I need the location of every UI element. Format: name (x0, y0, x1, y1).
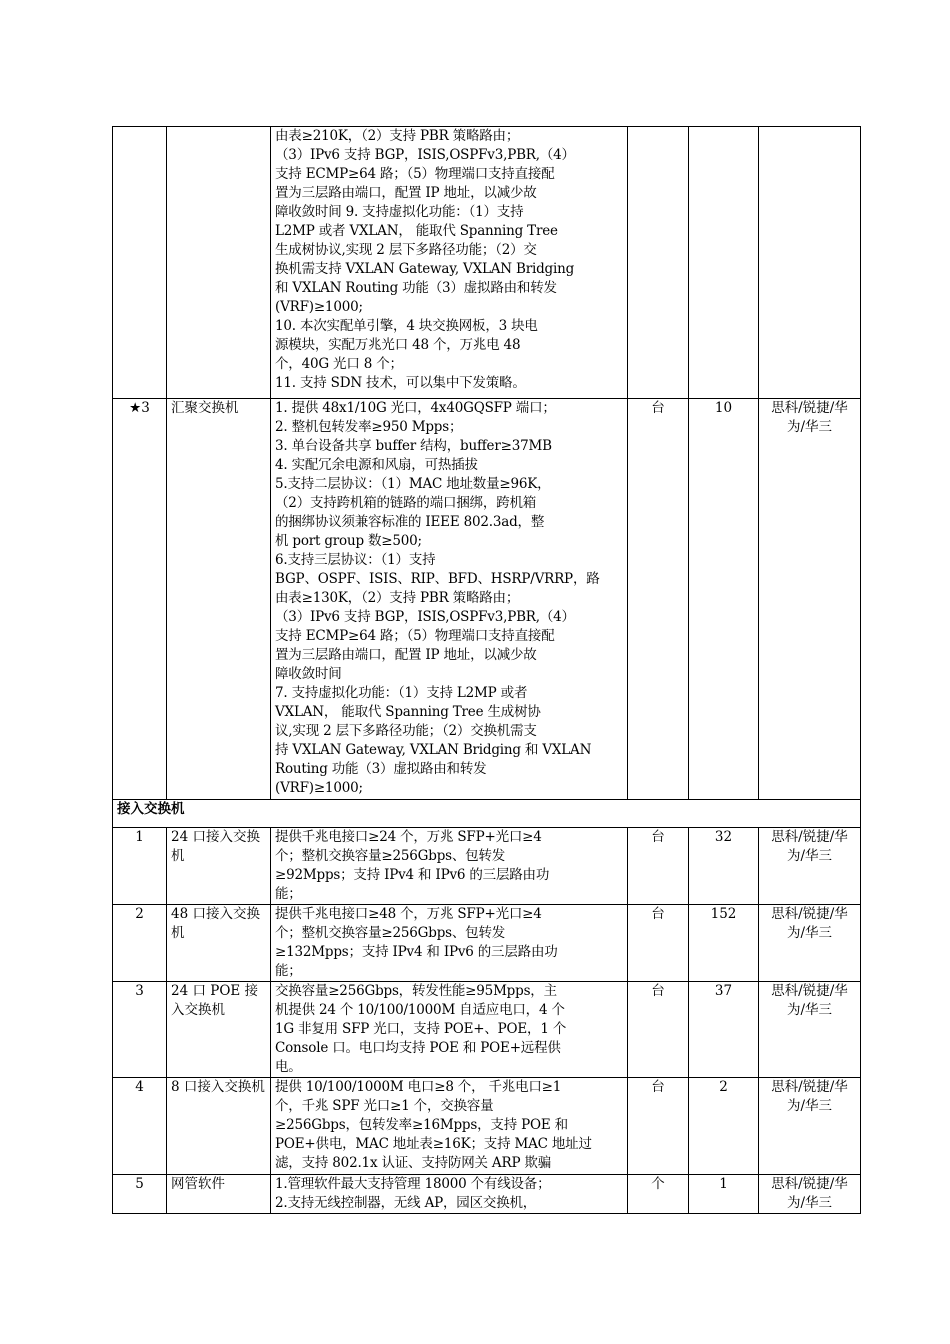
spec-line: （3）IPv6 支持 BGP，ISIS,OSPFv3,PBR,（4） (275, 147, 575, 163)
spec-line: (VRF)≥1000; (275, 780, 363, 796)
unit: 台 (628, 828, 689, 905)
table-row (113, 1078, 861, 1175)
unit (628, 127, 689, 399)
spec-line: 电。 (275, 1059, 302, 1075)
unit: 个 (628, 1175, 689, 1214)
spec-line: 由表≥210K，（2）支持 PBR 策略路由； (275, 128, 520, 144)
spec-line: 个，40G 光口 8 个； (275, 356, 403, 372)
spec-line: 能； (275, 963, 302, 979)
item-name: 24 口 POE 接入交换机 (167, 982, 271, 1078)
table-row (113, 828, 861, 905)
table-row (113, 905, 861, 982)
spec-line: 1. 提供 48x1/10G 光口，4x40GQSFP 端口； (275, 400, 556, 416)
spec-cell (271, 982, 628, 1078)
spec-line: 4. 实配冗余电源和风扇，可热插拔 (275, 457, 478, 473)
spec-cell (271, 905, 628, 982)
brand: 思科/锐捷/华为/华三 (759, 828, 861, 905)
spec-line: Routing 功能（3）虚拟路由和转发 (275, 761, 487, 777)
spec-line: 能； (275, 886, 302, 902)
spec-line: 2.支持无线控制器，无线 AP，园区交换机， (275, 1195, 537, 1211)
spec-line: 6.支持三层协议：（1）支持 (275, 552, 436, 568)
item-name: 网管软件 (167, 1175, 271, 1214)
spec-line: 的捆绑协议须兼容标准的 IEEE 802.3ad，整 (275, 514, 545, 530)
spec-line: （3）IPv6 支持 BGP，ISIS,OSPFv3,PBR,（4） (275, 609, 575, 625)
row-number: ★3 (113, 399, 167, 800)
spec-line: 机提供 24 个 10/100/1000M 自适应电口，4 个 (275, 1002, 565, 1018)
item-name (167, 127, 271, 399)
spec-line: 3. 单台设备共享 buffer 结构，buffer≥37MB (275, 438, 552, 454)
brand: 思科/锐捷/华为/华三 (759, 905, 861, 982)
spec-line: 障收敛时间 (275, 666, 342, 682)
spec-line: 机 port group 数≥500; (275, 533, 422, 549)
spec-cell (271, 127, 628, 399)
item-name: 24 口接入交换机 (167, 828, 271, 905)
item-name: 汇聚交换机 (167, 399, 271, 800)
spec-line: BGP、OSPF、ISIS、RIP、BFD、HSRP/VRRP，路 (275, 571, 600, 587)
quantity: 10 (689, 399, 759, 800)
spec-line: （2）支持跨机箱的链路的端口捆绑，跨机箱 (275, 495, 537, 511)
spec-cell (271, 399, 628, 800)
spec-line: 生成树协议,实现 2 层下多路径功能；（2）交 (275, 242, 537, 258)
spec-line: 置为三层路由端口，配置 IP 地址，以减少故 (275, 185, 537, 201)
quantity (689, 127, 759, 399)
unit: 台 (628, 399, 689, 800)
spec-line: ≥132Mpps；支持 IPv4 和 IPv6 的三层路由功 (275, 944, 558, 960)
quantity: 32 (689, 828, 759, 905)
spec-line: ≥92Mpps；支持 IPv4 和 IPv6 的三层路由功 (275, 867, 550, 883)
spec-line: 支持 ECMP≥64 路；（5）物理端口支持直接配 (275, 628, 555, 644)
quantity: 152 (689, 905, 759, 982)
brand (759, 127, 861, 399)
section-title: 接入交换机 (113, 800, 861, 828)
spec-line: 支持 ECMP≥64 路；（5）物理端口支持直接配 (275, 166, 555, 182)
spec-line: 源模块，实配万兆光口 48 个，万兆电 48 (275, 337, 521, 353)
unit: 台 (628, 905, 689, 982)
spec-line: 2. 整机包转发率≥950 Mpps； (275, 419, 463, 435)
table-row (113, 1175, 861, 1214)
brand: 思科/锐捷/华为/华三 (759, 1175, 861, 1214)
unit: 台 (628, 1078, 689, 1175)
spec-line: L2MP 或者 VXLAN， 能取代 Spanning Tree (275, 223, 558, 239)
spec-cell (271, 1078, 628, 1175)
spec-cell (271, 1175, 628, 1214)
row-number: 2 (113, 905, 167, 982)
spec-line: 个，千兆 SPF 光口≥1 个，交换容量 (275, 1098, 494, 1114)
item-name: 8 口接入交换机 (167, 1078, 271, 1175)
spec-line: 置为三层路由端口，配置 IP 地址，以减少故 (275, 647, 537, 663)
row-number: 3 (113, 982, 167, 1078)
spec-line: POE+供电，MAC 地址表≥16K；支持 MAC 地址过 (275, 1136, 592, 1152)
spec-line: 5.支持二层协议：（1）MAC 地址数量≥96K， (275, 476, 551, 492)
spec-line: 提供 10/100/1000M 电口≥8 个， 千兆电口≥1 (275, 1079, 562, 1095)
brand: 思科/锐捷/华为/华三 (759, 1078, 861, 1175)
spec-line: 和 VXLAN Routing 功能（3）虚拟路由和转发 (275, 280, 557, 296)
spec-line: 障收敛时间 9. 支持虚拟化功能：（1）支持 (275, 204, 524, 220)
table-row (113, 127, 861, 399)
spec-line: 议,实现 2 层下多路径功能；（2）交换机需支 (275, 723, 537, 739)
spec-line: 提供千兆电接口≥48 个，万兆 SFP+光口≥4 (275, 906, 542, 922)
item-name: 48 口接入交换机 (167, 905, 271, 982)
spec-line: 提供千兆电接口≥24 个，万兆 SFP+光口≥4 (275, 829, 542, 845)
spec-line: (VRF)≥1000; (275, 299, 363, 315)
row-number: 4 (113, 1078, 167, 1175)
spec-line: 个；整机交换容量≥256Gbps、包转发 (275, 848, 506, 864)
spec-line: 10. 本次实配单引擎，4 块交换网板，3 块电 (275, 318, 538, 334)
quantity: 2 (689, 1078, 759, 1175)
spec-line: 11. 支持 SDN 技术，可以集中下发策略。 (275, 375, 526, 391)
spec-line: 7. 支持虚拟化功能：（1）支持 L2MP 或者 (275, 685, 528, 701)
quantity: 37 (689, 982, 759, 1078)
spec-line: 换机需支持 VXLAN Gateway, VXLAN Bridging (275, 261, 575, 277)
spec-line: 滤，支持 802.1x 认证、支持防网关 ARP 欺骗 (275, 1155, 552, 1171)
row-number: 5 (113, 1175, 167, 1214)
spec-line: 1G 非复用 SFP 光口，支持 POE+、POE，1 个 (275, 1021, 567, 1037)
spec-cell (271, 828, 628, 905)
spec-line: 个；整机交换容量≥256Gbps、包转发 (275, 925, 506, 941)
table-row (113, 399, 861, 800)
spec-line: ≥256Gbps，包转发率≥16Mpps，支持 POE 和 (275, 1117, 568, 1133)
spec-line: 1.管理软件最大支持管理 18000 个有线设备； (275, 1176, 551, 1192)
section-header-row (113, 800, 861, 828)
spec-line: Console 口。电口均支持 POE 和 POE+远程供 (275, 1040, 561, 1056)
brand: 思科/锐捷/华为/华三 (759, 982, 861, 1078)
spec-line: 由表≥130K，（2）支持 PBR 策略路由； (275, 590, 520, 606)
quantity: 1 (689, 1175, 759, 1214)
spec-line: VXLAN， 能取代 Spanning Tree 生成树协 (275, 704, 541, 720)
unit: 台 (628, 982, 689, 1078)
row-number (113, 127, 167, 399)
table-row (113, 982, 861, 1078)
row-number: 1 (113, 828, 167, 905)
equipment-spec-table (112, 126, 861, 1214)
brand: 思科/锐捷/华为/华三 (759, 399, 861, 800)
spec-line: 持 VXLAN Gateway, VXLAN Bridging 和 VXLAN (275, 742, 592, 758)
spec-line: 交换容量≥256Gbps，转发性能≥95Mpps，主 (275, 983, 557, 999)
